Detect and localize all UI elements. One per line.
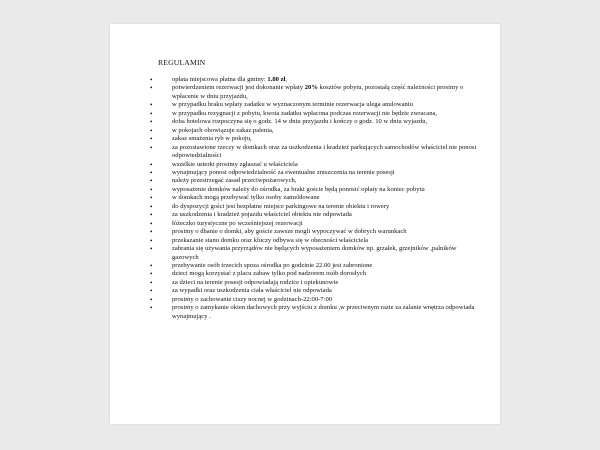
- list-item: • należy przestrzegać zasad przeciwpożarowych,: [150, 177, 480, 185]
- list-item: • przebywanie osób trzecich spoza ośrodka po godzinie 22.00 jest zabronione: [150, 262, 480, 270]
- document-title: REGULAMIN: [158, 58, 206, 67]
- emphasized-value: 1.80 zł: [267, 76, 286, 83]
- list-item: • opłata miejscowa płatna dla gminy: 1.80 zł,: [150, 76, 480, 84]
- list-item: • prosimy o dbanie o domki, aby goście zawsze mogli wypoczywać w dobrych warunkach: [150, 228, 480, 236]
- list-item: • doba hotelowa rozpoczyna się o godz. 14 w dniu przyjazdu i kończy o godz. 10 w dniu wyjazdu,: [150, 118, 480, 126]
- emphasized-value: 20%: [304, 84, 318, 92]
- list-item: • do dyspozycji gości jest bezpłatne miejsce parkingowe na terenie obiektu i rowery: [150, 203, 480, 211]
- list-item: • dzieci mogą korzystać z placu zabaw tylko pod nadzorem osób dorosłych: [150, 270, 480, 278]
- list-item: • przekazanie stanu domku oraz kluczy odbywa się w obecności właściciela: [150, 237, 480, 245]
- list-item: • za pozostawione rzeczy w domkach oraz za uszkodzenia i kradzież parkujących samochodów właściciel nie ponosi odpowiedzialności: [150, 144, 480, 161]
- list-item: • wynajmujący ponosi odpowiedzialność za ewentualne zniszczenia na terenie posesji: [150, 169, 480, 177]
- list-item: • łóżeczko turystyczne po wcześniejszej rezerwacji: [150, 220, 480, 228]
- list-item: • wszelkie usterki prosimy zgłaszać u właściciela: [150, 161, 480, 169]
- list-item: • prosimy o zachowanie ciszy nocnej w godzinach-22:00-7:00: [150, 296, 480, 304]
- rules-list: [150, 76, 480, 321]
- list-item: • zabrania się używania przyrządów nie będących wyposażeniem domków np. grzałek, grzejników ,palników gazowych: [150, 245, 480, 262]
- list-item: • potwierdzeniem rezerwacji jest dokonanie wpłaty 20% kosztów pobytu, pozostałą część należności prosimy o wpłacenie w dniu przyjazdu,: [150, 84, 480, 101]
- list-item: • za wypadki oraz uszkodzenia ciała właściciel nie odpowiada: [150, 287, 480, 295]
- document-page: [110, 24, 500, 424]
- list-item: • zakaz smażenia ryb w pokoju,: [150, 135, 480, 143]
- list-item: • prosimy o zamykanie okien dachowych przy wyjściu z domku ,w przeciwnym razie za zalanie wnętrza odpowiada wynajmujący .: [150, 304, 480, 321]
- list-item: • w przypadku rezygnacji z pobytu, kwota zadatku wpłacona podczas rezerwacji nie będzie zwracana,: [150, 110, 480, 118]
- list-item: • za dzieci na terenie posesji odpowiadają rodzice i opiekunowie: [150, 279, 480, 287]
- list-item: • w domkach mogą przebywać tylko osoby zameldowane: [150, 194, 480, 202]
- list-item: • za uszkodzenia i kradzież pojazdu właściciel obiektu nie odpowiada: [150, 211, 480, 219]
- list-item: • w pokojach obowiązuje zakaz palenia,: [150, 127, 480, 135]
- list-item: • w przypadku braku wpłaty zadatku w wyznaczonym terminie rezerwacja ulega anulowaniu: [150, 101, 480, 109]
- list-item: • wyposażenie domków należy do ośrodka, za braki goście będą ponosić opłaty na koniec pobytu: [150, 186, 480, 194]
